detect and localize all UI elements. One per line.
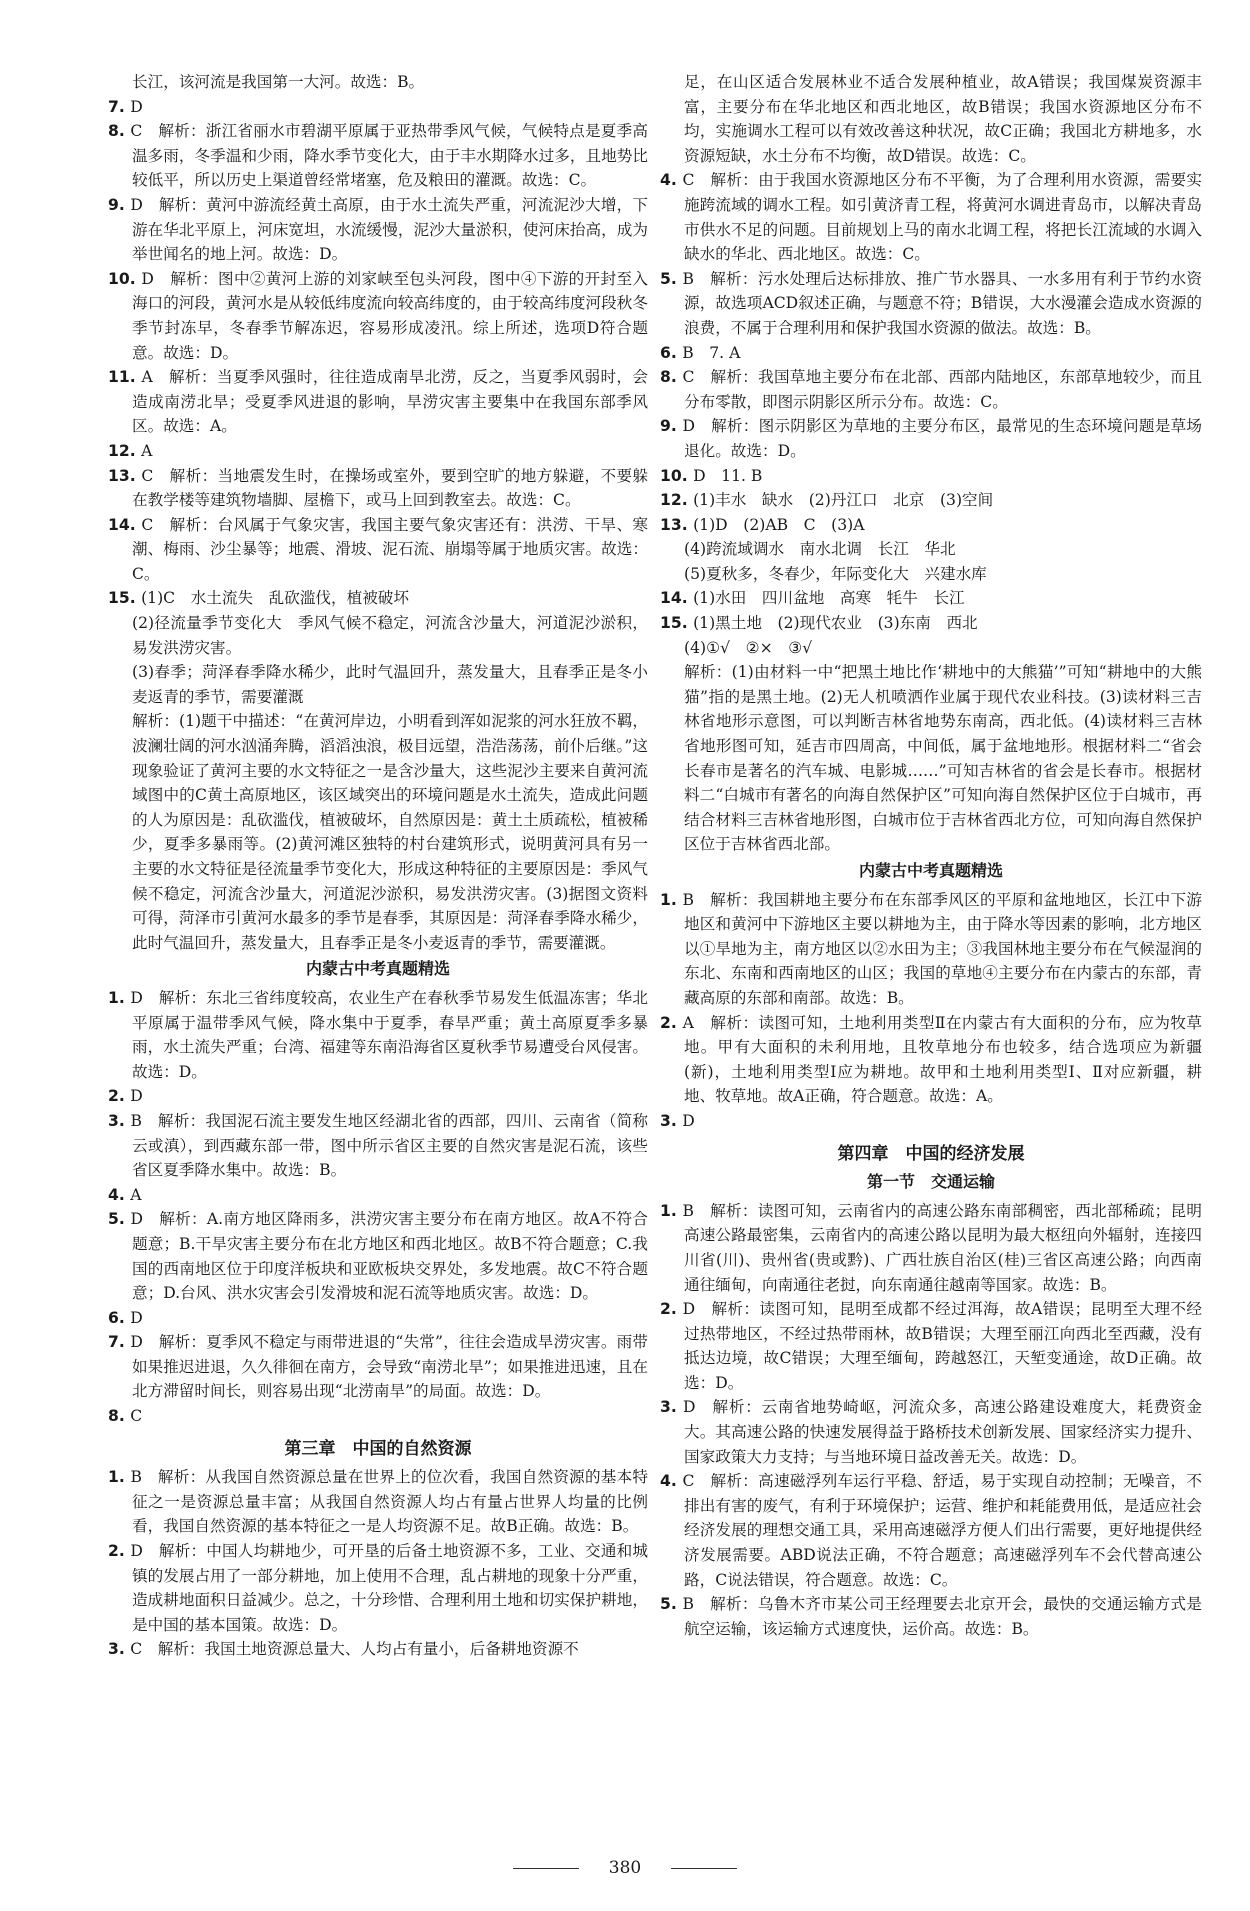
answer-text: C 解析：由于我国水资源地区分布不平衡，为了合理利用水资源，需要实施跨流域的调水工程。如引黄济青工程，将黄河水调进青岛市，以解决青岛市供水不足的问题。目前规划上马的南水北调工程，将把长江流域的水调入缺水的华北、西北地区。故选：C。 (682, 171, 1203, 264)
answer-number: 3. (660, 1398, 683, 1417)
answer-text: D 解析：东北三省纬度较高，农业生产在春秋季节易发生低温冻害；华北平原属于温带季风气候，降水集中于夏季，春旱严重；黄土高原夏季多暴雨，水土流失严重；台湾、福建等东南沿海省区夏秋季节易遭受台风侵害。故选：D。 (130, 988, 649, 1081)
answer-item (660, 1469, 1202, 1592)
answer-item (108, 1109, 648, 1183)
answer-number: 3. (108, 1640, 131, 1659)
answer-number: 1. (660, 890, 683, 909)
answer-text: D 解析：图示阴影区为草地的主要分布区，最常见的生态环境问题是草场退化。故选：D。 (682, 417, 1203, 460)
answer-number: 5. (108, 1210, 131, 1229)
answer-text: C (130, 1407, 143, 1426)
answer-text: D 解析：读图可知，昆明至成都不经过洱海，故A错误；昆明至大理不经过热带地区，不经过热带雨林，故B错误；大理至丽江向西北至西藏，没有抵达边境，故C错误；大理至缅甸，跨越怒江，天堑变通途，故D正确。故选：D。 (682, 1300, 1203, 1392)
answer-number: 3. (108, 1111, 131, 1130)
answer-continuation: (4)跨流域调水 南水北调 长江 华北 (684, 540, 956, 559)
answer-text: C 解析：台风属于气象灾害，我国主要气象灾害还有：洪涝、干旱、寒潮、梅雨、沙尘暴等；地震、滑坡、泥石流、崩塌等属于地质灾害。故选：C。 (132, 515, 648, 583)
answer-continuation: (5)夏秋多，冬春少，年际变化大 兴建水库 (684, 564, 987, 583)
answer-item (660, 414, 1202, 463)
answer-text: (1)D (2)AB C (3)A (693, 515, 865, 534)
answer-number: 4. (660, 171, 683, 190)
section-heading: 内蒙古中考真题精选 (305, 959, 450, 979)
answer-continuation: 解析：(1)由材料一中“把黑土地比作‘耕地中的大熊猫’”可知“耕地中的大熊猫”指的是黑土地。(2)无人机喷洒作业属于现代农业科技。(3)读材料三吉林省地形示意图，可以判断吉林省地势东南高，西北低。(4)读材料三吉林省地形图可知，延吉市四周高，中间低，属于盆地地形。根据材料二“省会长春市是著名的汽车城、电影城……”可知吉林省的省会是长春市。根据材料二“白城市有著名的向海自然保护区”可知向海自然保护区位于白城市，再结合材料三吉林省地形图，白城市位于吉林省西北方位，可知向海自然保护区位于吉林省西北部。 (684, 663, 1202, 854)
answer-item (660, 365, 1202, 414)
answer-item (108, 1637, 648, 1662)
answer-text: A (130, 1185, 142, 1204)
answer-text: D 解析：A.南方地区降雨多，洪涝灾害主要分布在南方地区。故A不符合题意；B.干旱灾害主要分布在北方地区和西北地区。故B不符合题意；C.我国的西南地区位于印度洋板块和亚欧板块交界处，多发地震。故C不符合题意；D.台风、洪水灾害会引发滑坡和泥石流等地质灾害。故选：D。 (130, 1210, 649, 1303)
answer-number: 10. (108, 269, 142, 288)
answer-text: B 解析：污水处理后达标排放、推广节水器具、一水多用有利于节约水资源，故选项ACD叙述正确，与题意不符；B错误，大水漫灌会造成水资源的浪费，不属于合理利用和保护我国水资源的做法。故选：B。 (682, 269, 1203, 337)
answer-item (660, 1592, 1202, 1641)
chapter-heading: 第三章 中国的自然资源 (284, 1438, 472, 1459)
answer-number: 14. (660, 589, 694, 608)
answer-number: 6. (108, 1308, 131, 1327)
answer-item (108, 986, 648, 1084)
answer-item (108, 365, 648, 439)
answer-text: A 解析：当夏季风强时，往往造成南旱北涝，反之，当夏季风弱时，会造成南涝北旱；受夏季风进退的影响，旱涝灾害主要集中在我国东部季风区。故选：A。 (132, 368, 648, 436)
answer-number: 2. (108, 1542, 131, 1561)
answer-text: D (130, 1308, 143, 1327)
answer-text: C 解析：我国土地资源总量大、人均占有量小，后备耕地资源不 (130, 1640, 579, 1659)
answer-item (660, 267, 1202, 341)
answer-number: 4. (660, 1472, 683, 1491)
answer-item (108, 1330, 648, 1404)
answer-text: B 解析：读图可知，云南省内的高速公路东南部稠密，西北部稀疏；昆明高速公路最密集，云南省内的高速公路以昆明为最大枢纽向外辐射，连接四川省(川)、贵州省(贵或黔)、广西壮族自治区(桂)三省区高速公路；向西南通往缅甸，向南通往老挝，向东南通往越南等国家。故选：B。 (682, 1201, 1203, 1294)
answer-number: 9. (660, 417, 683, 436)
answer-text: (1)黑土地 (2)现代农业 (3)东南 西北 (693, 614, 978, 633)
answer-number: 5. (660, 269, 683, 288)
answer-text: C 解析：当地震发生时，在操场或室外，要到空旷的地方躲避，不要躲在教学楼等建筑物墙脚、屋檐下，或马上回到教室去。故选：C。 (132, 466, 648, 510)
answer-item (660, 1011, 1202, 1109)
answer-item (108, 439, 648, 464)
answer-number: 15. (660, 614, 694, 633)
page-number-dash-left (513, 1868, 579, 1869)
answer-number: 9. (108, 195, 131, 214)
answer-text: B 解析：从我国自然资源总量在世界上的位次看，我国自然资源的基本特征之一是资源总量丰富；从我国自然资源人均占有量占世界人均量的比例看，我国自然资源的基本特征之一是人均资源不足。故B正确。故选：B。 (130, 1468, 649, 1536)
answer-text: (1)丰水 缺水 (2)丹江口 北京 (3)空间 (693, 491, 994, 510)
answer-number: 2. (660, 1013, 683, 1032)
chapter-heading: 第四章 中国的经济发展 (837, 1143, 1025, 1164)
answer-item (108, 1539, 648, 1637)
answer-continuation: (3)春季；菏泽春季降水稀少，此时气温回升，蒸发量大，且春季正是冬小麦返青的季节，需要灌溉 (132, 663, 648, 706)
answer-item (108, 1183, 648, 1208)
answer-number: 1. (108, 988, 131, 1007)
answer-number: 2. (660, 1300, 683, 1319)
answer-number: 15. (108, 589, 142, 608)
answer-item (108, 119, 648, 193)
answer-number: 4. (108, 1185, 131, 1204)
answer-text: (1)水田 四川盆地 高寒 牦牛 长江 (693, 589, 965, 608)
answer-number: 1. (660, 1201, 683, 1220)
page-number-dash-right (671, 1868, 737, 1869)
answer-text: D (682, 1111, 695, 1130)
answer-continuation: 长江，该河流是我国第一大河。故选：B。 (132, 73, 425, 91)
answer-item (108, 586, 648, 611)
answer-number: 11. (108, 368, 142, 387)
answer-item (108, 1404, 648, 1429)
answer-continuation: 解析：(1)题干中描述：“在黄河岸边，小明看到浑如泥浆的河水狂放不羁，波澜壮阔的河水汹涌奔腾，滔滔浊浪，极目远望，浩浩荡荡，前仆后继。”这现象验证了黄河主要的水文特征之一是含沙量大，这些泥沙主要来自黄河流域图中的C黄土高原地区，该区域突出的环境问题是水土流失，造成此问题的人为原因是：乱砍滥伐，植被破坏，自然原因是：黄土土质疏松，植被稀少，夏季多暴雨等。(2)黄河滩区独特的村台建筑形式，说明黄河具有另一主要的水文特征是径流量季节变化大，形成这种特征的主要原因是：季风气候不稳定，河流含沙量大，河道泥沙淤积，易发洪涝灾害。(3)据图文资料可得，菏泽市引黄河水最多的季节是春季，其原因是：菏泽春季降水稀少，此时气温回升，蒸发量大，且春季正是冬小麦返青的季节，需要灌溉。 (132, 712, 648, 952)
answer-text: D 解析：黄河中游流经黄土高原，由于水土流失严重，河流泥沙大增，下游在华北平原上，河床宽坦，水流缓慢，泥沙大量淤积，使河床抬高，成为举世闻名的地上河。故选：D。 (130, 195, 649, 264)
answer-number: 7. (108, 97, 131, 116)
answer-text: B 解析：我国泥石流主要发生地区经湖北省的西部，四川、云南省（简称云或滇），到西藏东部一带，图中所示省区主要的自然灾害是泥石流，该些省区夏季降水集中。故选：B。 (130, 1111, 649, 1180)
answer-text: D 解析：中国人均耕地少，可开垦的后备土地资源不多，工业、交通和城镇的发展占用了一部分耕地，加上使用不合理，乱占耕地的现象十分严重，造成耕地面积日益减少。总之，十分珍惜、合理利用土地和切实保护耕地，是中国的基本国策。故选：D。 (130, 1542, 649, 1634)
answer-text: C 解析：浙江省丽水市碧湖平原属于亚热带季风气候，气候特点是夏季高温多雨，冬季温和少雨，降水季节变化大，由于丰水期降水过多，且地势比较低平，所以历史上渠道曾经常堵塞，危及粮田的灌溉。故选：C。 (130, 122, 649, 190)
answer-number: 10. (660, 466, 694, 485)
answer-continuation: (2)径流量季节变化大 季风气候不稳定，河流含沙量大，河道泥沙淤积，易发洪涝灾害。 (132, 614, 648, 657)
answer-number: 2. (108, 1087, 131, 1106)
page-number (0, 1858, 1250, 1878)
answer-text: D 解析：图中②黄河上游的刘家峡至包头河段，图中④下游的开封至入海口的河段，黄河水是从较低纬度流向较高纬度的，由于较高纬度河段秋冬季节封冻早，冬春季节解冻迟，容易形成凌汛。综上所述，选项D符合题意。故选：D。 (132, 269, 648, 362)
page-number-text: 380 (608, 1858, 642, 1878)
section-heading: 内蒙古中考真题精选 (858, 861, 1003, 880)
answer-text: D 解析：夏季风不稳定与雨带进退的“失常”，往往会造成旱涝灾害。雨带如果推迟进退，久久徘徊在南方，会导致“南涝北旱”；如果推进迅速，且在北方滞留时间长，则容易出现“北涝南旱”的局面。故选：D。 (130, 1333, 649, 1401)
answer-continuation: 足，在山区适合发展林业不适合发展种植业，故A错误；我国煤炭资源丰富，主要分布在华北地区和西北地区，故B错误；我国水资源地区分布不均，实施调水工程可以有效改善这种状况，故C正确；我国北方耕地多，水资源短缺，水土分布不均衡，故D错误。故选：C。 (684, 73, 1202, 165)
left-column (108, 70, 648, 1662)
answer-item (108, 1207, 648, 1305)
answer-item (660, 464, 1202, 489)
answer-text: A 解析：读图可知，土地利用类型Ⅱ在内蒙古有大面积的分布，应为牧草地。甲有大面积的未利用地，且牧草地分布也较多，结合选项应为新疆(新)，土地利用类型Ⅰ应为耕地。故甲和土地利用类型Ⅰ、Ⅱ对应新疆，耕地、牧草地。故A正确，符合题意。故选：A。 (682, 1013, 1202, 1106)
answer-item (660, 1199, 1202, 1297)
answer-item (108, 193, 648, 267)
answer-item (108, 95, 648, 120)
right-column (660, 70, 1202, 1641)
answer-item (660, 488, 1202, 513)
answer-number: 8. (108, 122, 131, 141)
answer-text: C 解析：高速磁浮列车运行平稳、舒适，易于实现自动控制；无噪音，不排出有害的废气，有利于环境保护；运营、维护和耗能费用低，是适应社会经济发展的理想交通工具，采用高速磁浮方便人们出行需要，更好地提供经济发展需要。ABD说法正确，不符合题意；高速磁浮列车不会代替高速公路，C说法错误，符合题意。故选：C。 (682, 1472, 1203, 1589)
answer-text: D 11. B (693, 466, 763, 485)
answer-number: 14. (108, 515, 142, 534)
answer-item (660, 513, 1202, 538)
answer-text: D (130, 97, 143, 116)
answer-text: B 7. A (682, 343, 741, 362)
answer-text: B 解析：我国耕地主要分布在东部季风区的平原和盆地地区，长江中下游地区和黄河中下游地区主要以耕地为主，由于降水等因素的影响，北方地区以①旱地为主，南方地区以②水田为主；③我国林地主要分布在气候湿润的东北、东南和西南地区的山区；我国的草地④主要分布在内蒙古的东部，青藏高原的东部和南部。故选：B。 (682, 890, 1203, 1007)
answer-text: B 解析：乌鲁木齐市某公司王经理要去北京开会，最快的交通运输方式是航空运输，该运输方式速度快，运价高。故选：B。 (682, 1595, 1203, 1638)
answer-item (108, 513, 648, 587)
answer-item (660, 1297, 1202, 1395)
answer-text: C 解析：我国草地主要分布在北部、西部内陆地区，东部草地较少，而且分布零散，即图示阴影区所示分布。故选：C。 (682, 368, 1203, 411)
answer-number: 1. (108, 1468, 131, 1487)
answer-text: (1)C 水土流失 乱砍滥伐，植被破坏 (141, 589, 409, 608)
answer-item (660, 1395, 1202, 1469)
answer-number: 8. (108, 1407, 131, 1426)
answer-item (108, 1084, 648, 1109)
answer-item (108, 1465, 648, 1539)
answer-number: 13. (108, 466, 142, 485)
answer-item (108, 1306, 648, 1331)
answer-item (660, 586, 1202, 611)
answer-item (660, 888, 1202, 1011)
answer-number: 12. (108, 441, 142, 460)
answer-item (660, 341, 1202, 366)
answer-continuation: (4)①√ ②× ③√ (684, 638, 813, 657)
answer-text: A (141, 441, 153, 460)
answer-number: 3. (660, 1111, 683, 1130)
answer-item (108, 464, 648, 513)
answer-number: 12. (660, 491, 694, 510)
answer-number: 7. (108, 1333, 131, 1352)
answer-number: 5. (660, 1595, 683, 1614)
answer-item (660, 611, 1202, 636)
answer-number: 8. (660, 368, 683, 387)
answer-item (108, 267, 648, 365)
answer-text: D (130, 1087, 143, 1106)
answer-item (660, 1109, 1202, 1134)
answer-item (660, 168, 1202, 266)
answer-number: 13. (660, 515, 694, 534)
answer-number: 6. (660, 343, 683, 362)
answer-text: D 解析：云南省地势崎岖，河流众多，高速公路建设难度大，耗费资金大。其高速公路的快速发展得益于路桥技术创新发展、国家经济实力提升、国家政策大力支持；与当地环境日益改善无关。故选：D。 (682, 1398, 1202, 1466)
section-heading: 第一节 交通运输 (866, 1172, 995, 1192)
